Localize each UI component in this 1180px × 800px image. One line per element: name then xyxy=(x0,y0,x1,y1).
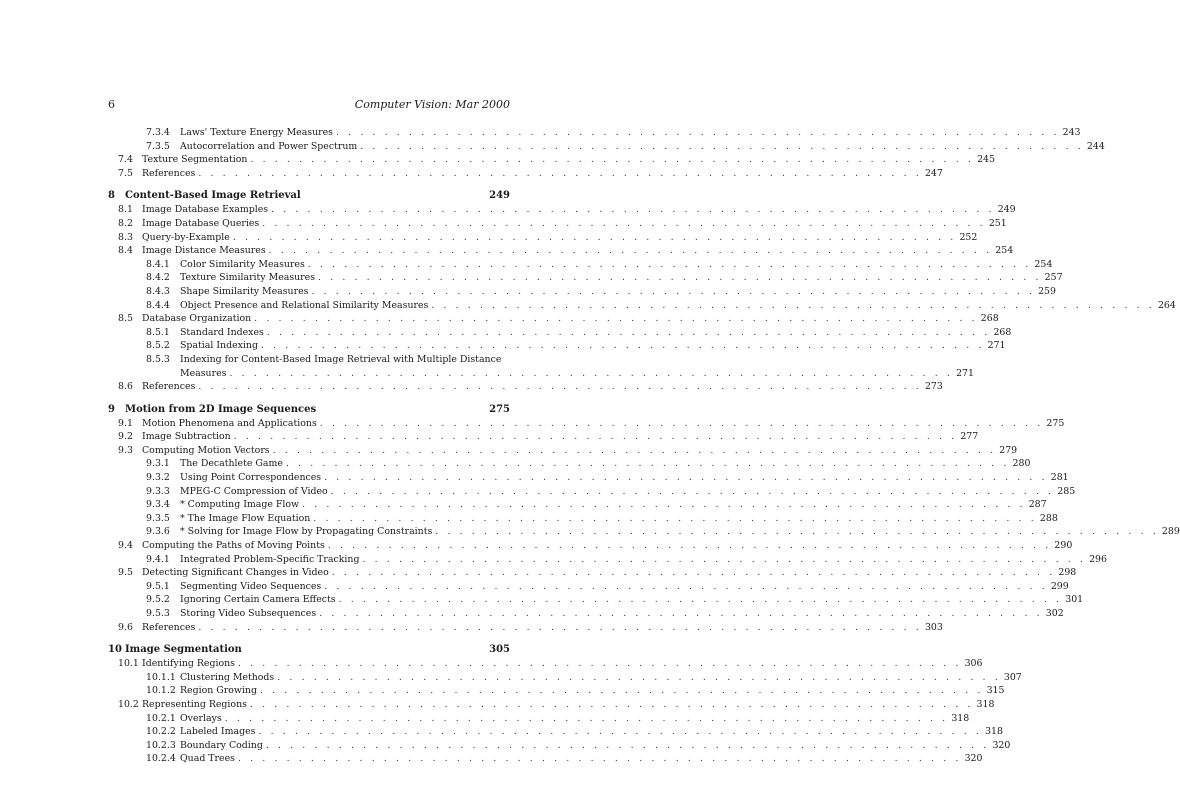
toc-entry-row xyxy=(108,739,1011,753)
toc-entry-title: Storing Video Subsequences xyxy=(180,608,317,619)
toc-entry-page: 287 xyxy=(1028,499,1047,511)
toc-entry-page: 277 xyxy=(960,431,979,443)
toc-entry-row xyxy=(108,607,1064,621)
toc-leader-dots: . . . . . . . . . . . . . . . . . . . . . . . . . . . . . . . . . . . . . . . . . . . . . . . . . . . . . . . . . . . . xyxy=(302,499,1026,511)
toc-entry-page: 244 xyxy=(1086,140,1105,152)
toc-entry-page: 285 xyxy=(1057,485,1076,497)
toc-entry-row xyxy=(108,671,1022,685)
toc-leader-dots: . . . . . . . . . . . . . . . . . . . . . . . . . . . . . . . . . . . . . . . . . . . . . . . . . . . . . . . . . . . . xyxy=(324,580,1048,592)
toc-entry-row xyxy=(108,485,1076,499)
toc-entry-page: 281 xyxy=(1050,472,1069,484)
toc-entry-page: 320 xyxy=(964,753,983,765)
toc-leader-dots: . . . . . . . . . . . . . . . . . . . . . . . . . . . . . . . . . . . . . . . . . . . . . . . . . . . . . . . . . . . . xyxy=(266,326,991,338)
toc-entry-row xyxy=(108,498,1047,512)
toc-entry-row xyxy=(108,684,1005,698)
toc-entry-row xyxy=(108,566,1077,580)
toc-leader-dots: . . . . . . . . . . . . . . . . . . . . . . . . . . . . . . . . . . . . . . . . . . . . . . . . . . . . . . . . . . . . xyxy=(249,698,974,710)
toc-entry-number: 8.4.2 xyxy=(146,272,170,284)
toc-entry-title: Image Database Queries xyxy=(142,217,260,229)
toc-leader-dots: . . . . . . . . . . . . . . . . . . . . . . . . . . . . . . . . . . . . . . . . . . . . . . . . . . . . . . . . . . . . xyxy=(362,553,1086,565)
toc-entry-row xyxy=(108,657,983,671)
toc-entry-page: 249 xyxy=(489,190,510,202)
toc-entry-page: 318 xyxy=(976,698,995,710)
toc-leader-dots: . . . . . . . . . . . . . . . . . . . . . . . . . . . . . . . . . . . . . . . . . . . . . . . . . . . . . . . . . . . . xyxy=(319,417,1044,429)
toc-entry-number: 9.6 xyxy=(118,621,133,633)
toc-entry-page: 271 xyxy=(956,367,974,379)
toc-entry-title: Clustering Methods xyxy=(180,671,275,683)
toc-entry-number: 7.3.5 xyxy=(146,140,170,152)
toc-entry-title: Content-Based Image Retrieval xyxy=(125,190,301,202)
toc-leader-dots: . . . . . . . . . . . . . . . . . . . . . . . . . . . . . . . . . . . . . . . . . . . . . . . . . . . . . . . . . . . . xyxy=(229,367,953,379)
toc-entry-number: 10.2.1 xyxy=(146,712,176,724)
toc-entry-row xyxy=(108,244,1014,258)
toc-entry-title: Object Presence and Relational Similarity Measures xyxy=(180,299,429,311)
toc-entry-page: 279 xyxy=(999,444,1018,456)
toc-entry-title: Shape Similarity Measures xyxy=(180,285,309,297)
toc-entry-title: Motion from 2D Image Sequences xyxy=(125,403,317,415)
toc-entry-row xyxy=(108,725,1003,739)
toc-entry-page: 245 xyxy=(977,154,995,166)
toc-leader-dots: . . . . . . . . . . . . . . . . . . . . . . . . . . . . . . . . . . . . . . . . . . . . . . . . . . . . . . . . . . . . xyxy=(237,753,962,765)
toc-leader-dots: . . . . . . . . . . . . . . . . . . . . . . . . . . . . . . . . . . . . . . . . . . . . . . . . . . . . . . . . . . . . xyxy=(260,340,985,352)
toc-leader-dots: . . . . . . . . . . . . . . . . . . . . . . . . . . . . . . . . . . . . . . . . . . . . . . . . . . . . . . . . . . . . xyxy=(233,431,958,443)
toc-leader-dots: . . . . . . . . . . . . . . . . . . . . . . . . . . . . . . . . . . . . . . . . . . . . . . . . . . . . . . . . . . . . xyxy=(237,658,962,670)
toc-entry-number: 8.3 xyxy=(118,231,133,243)
toc-entry-number: 9.3.3 xyxy=(146,485,170,497)
toc-entry-page: 275 xyxy=(489,403,510,415)
toc-leader-dots: . . . . . . . . . . . . . . . . . . . . . . . . . . . . . . . . . . . . . . . . . . . . . . . . . . . . . . . . . . . . xyxy=(254,313,978,325)
toc-entry-number: 8.4 xyxy=(118,245,133,257)
toc-leader-dots: . . . . . . . . . . . . . . . . . . . . . . . . . . . . . . . . . . . . . . . . . . . . . . . . . . . . . . . . . . . . xyxy=(324,472,1048,484)
toc-entry-page: 268 xyxy=(980,313,999,325)
toc-entry-title: Overlays xyxy=(180,712,222,724)
toc-entry-number: 10.1 xyxy=(118,658,139,670)
toc-entry-row xyxy=(108,539,1073,553)
toc-entry-title: Integrated Problem-Specific Tracking xyxy=(180,553,360,565)
toc-entry-number: 10 xyxy=(108,644,122,656)
toc-entry-row xyxy=(108,140,1105,154)
toc-entry-title: Image Subtraction xyxy=(142,431,231,443)
toc-chapter-row xyxy=(108,643,510,657)
toc-leader-dots: . . . . . . . . . . . . . . . . . . . . . . . . . . . . . . . . . . . . . . . . . . . . . . . . . . . . . . . . . . . . xyxy=(271,204,995,216)
toc-entry-number: 9.4.1 xyxy=(146,553,170,565)
toc-entry-page: 318 xyxy=(951,712,970,724)
toc-entry-number: 9.5.1 xyxy=(146,580,170,592)
toc-entry-page: 303 xyxy=(924,621,943,633)
toc-entry-page: 320 xyxy=(992,739,1011,751)
toc-entry-title: Standard Indexes xyxy=(180,326,264,338)
toc-entry-row xyxy=(108,203,1016,217)
toc-leader-dots: . . . . . . . . . . . . . . . . . . . . . . . . . . . . . . . . . . . . . . . . . . . . . . . . . . . . . . . . . . . . xyxy=(431,299,1155,311)
toc-leader-dots: . . . . . . . . . . . . . . . . . . . . . . . . . . . . . . . . . . . . . . . . . . . . . . . . . . . . . . . . . . . . xyxy=(435,526,1159,538)
toc-leader-dots: . . . . . . . . . . . . . . . . . . . . . . . . . . . . . . . . . . . . . . . . . . . . . . . . . . . . . . . . . . . . xyxy=(331,567,1056,579)
toc-entry-page: 259 xyxy=(1038,285,1056,297)
toc-leader-dots: . . . . . . . . . . . . . . . . . . . . . . . . . . . . . . . . . . . . . . . . . . . . . . . . . . . . . . . . . . . . xyxy=(327,540,1052,552)
toc-leader-dots: . . . . . . . . . . . . . . . . . . . . . . . . . . . . . . . . . . . . . . . . . . . . . . . . . . . . . . . . . . . . xyxy=(198,381,922,393)
toc-entry-page: 254 xyxy=(1034,258,1053,270)
toc-leader-dots: . . . . . . . . . . . . . . . . . . . . . . . . . . . . . . . . . . . . . . . . . . . . . . . . . . . . . . . . . . . . xyxy=(198,621,922,633)
toc-entry-page: 280 xyxy=(1012,458,1031,470)
toc-entry-title: Measures xyxy=(180,367,227,379)
toc-entry-title: Segmenting Video Sequences xyxy=(180,580,322,592)
toc-chapter-row xyxy=(108,403,510,417)
toc-entry-title: Ignoring Certain Camera Effects xyxy=(180,594,336,606)
toc-entry-row xyxy=(108,698,995,712)
toc-entry-title: Computing Motion Vectors xyxy=(142,444,270,456)
toc-leader-dots: . . . . . . . . . . . . . . . . . . . . . . . . . . . . . . . . . . . . . . . . . . . . . . . . . . . . . . . . . . . . xyxy=(319,608,1043,619)
toc-entry-number: 8.5.1 xyxy=(146,326,170,338)
toc-leader-dots: . . . . . . . . . . . . . . . . . . . . . . . . . . . . . . . . . . . . . . . . . . . . . . . . . . . . . . . . . . . . xyxy=(224,712,949,724)
toc-entry-number: 8.1 xyxy=(118,204,133,216)
toc-entry-number: 10.2 xyxy=(118,698,139,710)
toc-entry-title: Representing Regions xyxy=(142,698,247,710)
toc-entry-number: 8.5.2 xyxy=(146,340,170,352)
toc-entry-title: Texture Similarity Measures xyxy=(180,272,316,284)
toc-entry-page: 298 xyxy=(1058,567,1077,579)
toc-leader-dots: . . . . . . . . . . . . . . . . . . . . . . . . . . . . . . . . . . . . . . . . . . . . . . . . . . . . . . . . . . . . xyxy=(232,231,957,243)
toc-entry-number: 9 xyxy=(108,403,115,415)
toc-entry-title: Autocorrelation and Power Spectrum xyxy=(180,140,358,152)
toc-leader-dots: . . . . . . . . . . . . . . . . . . . . . . . . . . . . . . . . . . . . . . . . . . . . . . . . . . . . . . . . . . . . xyxy=(330,485,1055,497)
toc-entry-number: 8.4.1 xyxy=(146,258,170,270)
toc-entry-title: Image Database Examples xyxy=(142,204,269,216)
toc-entry-title: Laws' Texture Energy Measures xyxy=(180,127,333,138)
toc-entry-row xyxy=(108,430,979,444)
toc-entry-row xyxy=(108,126,1081,140)
toc-entry-page: 243 xyxy=(1062,127,1081,138)
toc-entry-page: 302 xyxy=(1045,608,1064,619)
toc-leader-dots: . . . . . . . . . . . . . . . . . . . . . . . . . . . . . . . . . . . . . . . . . . . . . . . . . . . . . . . . . . . . xyxy=(277,671,1001,683)
toc-entry-number: 9.3 xyxy=(118,444,133,456)
toc-entry-row xyxy=(108,553,1107,567)
toc-entry-page: 288 xyxy=(1039,512,1058,524)
toc-entry-title: MPEG-C Compression of Video xyxy=(180,485,328,497)
toc-entry-title: Texture Segmentation xyxy=(142,154,248,166)
toc-entry-row xyxy=(108,353,510,367)
toc-entry-row xyxy=(108,471,1069,485)
page-number: 6 xyxy=(108,98,115,111)
toc-entry-title: References xyxy=(142,381,196,393)
toc-entry-title: References xyxy=(142,167,196,179)
toc-entry-row xyxy=(108,326,1012,340)
toc-entry-page: 252 xyxy=(959,231,978,243)
toc-entry-title: Labeled Images xyxy=(180,726,256,738)
toc-entry-number: 7.5 xyxy=(118,167,133,179)
toc-entry-row xyxy=(108,621,943,635)
toc-entry-title: Using Point Correspondences xyxy=(180,472,322,484)
toc-entry-number: 9.4 xyxy=(118,540,133,552)
toc-entry-title: Quad Trees xyxy=(180,753,235,765)
toc-entry-title: Image Segmentation xyxy=(125,644,242,656)
toc-entry-number: 10.1.2 xyxy=(146,685,176,697)
toc-entry-number: 9.3.5 xyxy=(146,512,170,524)
toc-entry-number: 10.2.4 xyxy=(146,753,176,765)
toc-entry-page: 254 xyxy=(995,245,1014,257)
toc-entry-number: 9.3.2 xyxy=(146,472,170,484)
toc-entry-row xyxy=(108,271,1063,285)
toc-entry-title: Boundary Coding xyxy=(180,739,263,751)
toc-entry-row xyxy=(108,231,978,245)
toc-entry-row xyxy=(108,167,943,181)
toc-leader-dots: . . . . . . . . . . . . . . . . . . . . . . . . . . . . . . . . . . . . . . . . . . . . . . . . . . . . . . . . . . . . xyxy=(262,217,986,229)
toc-leader-dots: . . . . . . . . . . . . . . . . . . . . . . . . . . . . . . . . . . . . . . . . . . . . . . . . . . . . . . . . . . . . xyxy=(307,258,1032,270)
toc-entry-page: 301 xyxy=(1065,594,1084,606)
toc-entry-number: 9.5 xyxy=(118,567,133,579)
toc-entry-number: 7.3.4 xyxy=(146,127,170,138)
toc-entry-row xyxy=(108,580,1069,594)
toc-entry-page: 296 xyxy=(1089,553,1107,565)
toc-entry-title: References xyxy=(142,621,196,633)
toc-entry-number: 9.2 xyxy=(118,431,133,443)
toc-entry-number: 9.3.4 xyxy=(146,499,170,511)
toc-entry-page: 273 xyxy=(924,381,943,393)
toc-entry-title: * The Image Flow Equation xyxy=(180,512,311,524)
toc-entry-row xyxy=(108,339,1006,353)
toc-entry-number: 8.6 xyxy=(118,381,133,393)
toc-entry-page: 290 xyxy=(1054,540,1073,552)
toc-entry-row xyxy=(108,512,1058,526)
toc-entry-row xyxy=(108,712,970,726)
toc-entry-page: 299 xyxy=(1050,580,1069,592)
toc-entry-number: 8.5.3 xyxy=(146,353,170,365)
toc-entry-page: 251 xyxy=(988,217,1007,229)
toc-entry-title: * Computing Image Flow xyxy=(180,499,300,511)
toc-entry-title: Computing the Paths of Moving Points xyxy=(142,540,325,552)
toc-entry-number: 9.3.6 xyxy=(146,526,170,538)
toc-leader-dots: . . . . . . . . . . . . . . . . . . . . . . . . . . . . . . . . . . . . . . . . . . . . . . . . . . . . . . . . . . . . xyxy=(272,444,997,456)
toc-entry-page: 249 xyxy=(997,204,1016,216)
toc-leader-dots: . . . . . . . . . . . . . . . . . . . . . . . . . . . . . . . . . . . . . . . . . . . . . . . . . . . . . . . . . . . . xyxy=(318,272,1042,284)
toc-entry-page: 318 xyxy=(985,726,1003,738)
toc-entry-row xyxy=(108,752,983,766)
toc-entry-row xyxy=(108,285,1056,299)
toc-entry-title: Database Organization xyxy=(142,313,252,325)
toc-entry-title: Spatial Indexing xyxy=(180,340,258,352)
toc-entry-title: Region Growing xyxy=(180,685,257,697)
toc-leader-dots: . . . . . . . . . . . . . . . . . . . . . . . . . . . . . . . . . . . . . . . . . . . . . . . . . . . . . . . . . . . . xyxy=(360,140,1084,152)
toc-entry-number: 10.2.2 xyxy=(146,726,176,738)
toc-entry-title: Detecting Significant Changes in Video xyxy=(142,567,329,579)
toc-entry-page: 275 xyxy=(1046,417,1065,429)
table-of-contents xyxy=(108,126,1180,766)
running-title: Computer Vision: Mar 2000 xyxy=(354,98,510,111)
toc-entry-row xyxy=(108,593,1084,607)
toc-entry-page: 271 xyxy=(987,340,1006,352)
toc-entry-row xyxy=(108,299,1176,313)
toc-leader-dots: . . . . . . . . . . . . . . . . . . . . . . . . . . . . . . . . . . . . . . . . . . . . . . . . . . . . . . . . . . . . xyxy=(198,167,922,179)
toc-leader-dots: . . . . . . . . . . . . . . . . . . . . . . . . . . . . . . . . . . . . . . . . . . . . . . . . . . . . . . . . . . . . xyxy=(313,512,1037,524)
toc-entry-row xyxy=(108,217,1007,231)
toc-entry-row xyxy=(108,417,1065,431)
toc-entry-number: 9.5.2 xyxy=(146,594,170,606)
toc-entry-title: Motion Phenomena and Applications xyxy=(142,417,317,429)
toc-entry-number: 9.3.1 xyxy=(146,458,170,470)
toc-entry-number: 7.4 xyxy=(118,154,133,166)
toc-entry-page: 264 xyxy=(1157,299,1176,311)
toc-entry-row xyxy=(108,444,1018,458)
toc-entry-number: 8.2 xyxy=(118,217,133,229)
toc-leader-dots: . . . . . . . . . . . . . . . . . . . . . . . . . . . . . . . . . . . . . . . . . . . . . . . . . . . . . . . . . . . . xyxy=(311,285,1035,297)
toc-entry-page: 305 xyxy=(489,644,510,656)
toc-entry-number: 10.2.3 xyxy=(146,739,176,751)
toc-entry-title: Image Distance Measures xyxy=(142,245,266,257)
toc-leader-dots: . . . . . . . . . . . . . . . . . . . . . . . . . . . . . . . . . . . . . . . . . . . . . . . . . . . . . . . . . . . . xyxy=(338,594,1063,606)
toc-entry-number: 8.4.3 xyxy=(146,285,170,297)
toc-leader-dots: . . . . . . . . . . . . . . . . . . . . . . . . . . . . . . . . . . . . . . . . . . . . . . . . . . . . . . . . . . . . xyxy=(250,154,974,166)
toc-entry-row xyxy=(108,153,995,167)
toc-leader-dots: . . . . . . . . . . . . . . . . . . . . . . . . . . . . . . . . . . . . . . . . . . . . . . . . . . . . . . . . . . . . xyxy=(285,458,1010,470)
toc-entry-page: 268 xyxy=(993,326,1012,338)
toc-entry-continuation xyxy=(108,367,974,381)
toc-entry-row xyxy=(108,457,1031,471)
toc-entry-title: Query-by-Example xyxy=(142,231,230,243)
toc-entry-row xyxy=(108,380,943,394)
toc-entry-page: 315 xyxy=(986,685,1005,697)
toc-entry-title: Indexing for Content-Based Image Retrieval with Multiple Distance xyxy=(180,353,502,365)
toc-entry-row xyxy=(108,525,1180,539)
toc-entry-number: 8.4.4 xyxy=(146,299,170,311)
toc-entry-title: The Decathlete Game xyxy=(180,458,283,470)
toc-entry-number: 8 xyxy=(108,190,115,202)
toc-leader-dots: . . . . . . . . . . . . . . . . . . . . . . . . . . . . . . . . . . . . . . . . . . . . . . . . . . . . . . . . . . . . xyxy=(259,685,984,697)
toc-entry-page: 307 xyxy=(1003,671,1022,683)
toc-entry-page: 306 xyxy=(964,658,983,670)
toc-entry-row xyxy=(108,258,1053,272)
toc-entry-number: 8.5 xyxy=(118,313,133,325)
toc-entry-title: * Solving for Image Flow by Propagating Constraints xyxy=(180,526,433,538)
toc-entry-number: 9.5.3 xyxy=(146,608,170,619)
toc-entry-page: 289 xyxy=(1161,526,1180,538)
toc-entry-title: Color Similarity Measures xyxy=(180,258,305,270)
toc-leader-dots: . . . . . . . . . . . . . . . . . . . . . . . . . . . . . . . . . . . . . . . . . . . . . . . . . . . . . . . . . . . . xyxy=(265,739,990,751)
toc-entry-page: 247 xyxy=(924,167,943,179)
toc-chapter-row xyxy=(108,189,510,203)
toc-leader-dots: . . . . . . . . . . . . . . . . . . . . . . . . . . . . . . . . . . . . . . . . . . . . . . . . . . . . . . . . . . . . xyxy=(268,245,993,257)
toc-leader-dots: . . . . . . . . . . . . . . . . . . . . . . . . . . . . . . . . . . . . . . . . . . . . . . . . . . . . . . . . . . . . xyxy=(258,726,982,738)
toc-entry-number: 9.1 xyxy=(118,417,133,429)
toc-entry-number: 10.1.1 xyxy=(146,671,176,683)
toc-entry-page: 257 xyxy=(1044,272,1063,284)
toc-entry-row xyxy=(108,312,999,326)
toc-leader-dots: . . . . . . . . . . . . . . . . . . . . . . . . . . . . . . . . . . . . . . . . . . . . . . . . . . . . . . . . . . . . xyxy=(336,127,1060,138)
toc-entry-title: Identifying Regions xyxy=(142,658,235,670)
